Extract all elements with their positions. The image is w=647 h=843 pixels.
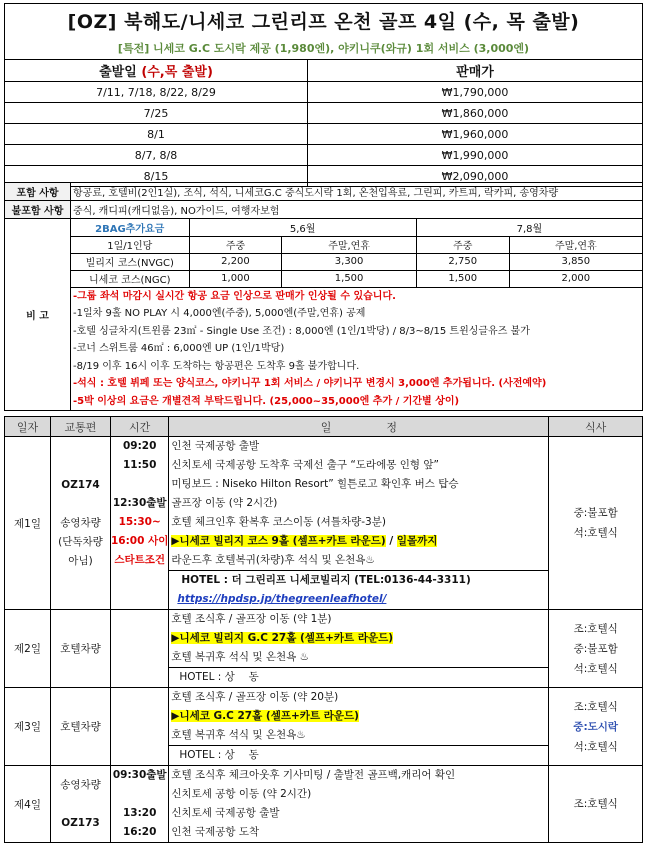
day-label: 제4일 — [5, 766, 51, 843]
fee-value: 1,500 — [282, 270, 416, 287]
transfer-vehicle: 송영차량 — [60, 778, 101, 791]
meal-breakfast: 조:호텔식 — [573, 622, 618, 635]
time: 09:20 — [122, 440, 157, 452]
until-sunset-highlight: 일몰까지 — [396, 535, 438, 547]
schedule-row-day2 — [5, 610, 643, 688]
remark-note: -호텔 싱글차지(트윈룸 23㎡ - Single Use 조건) : 8,000엔 (1인/1박당) / 8/3~8/15 트윈싱글유즈 불가 — [73, 325, 530, 337]
price-row — [5, 124, 643, 145]
remark-note: -1일차 9홀 NO PLAY 시 4,000엔(주중), 5,000엔(주말,연휴) 공제 — [73, 308, 366, 319]
included-label: 포함 사항 — [5, 183, 71, 201]
meal-header: 식사 — [549, 417, 643, 437]
hotel-info — [169, 667, 548, 687]
departure-date: 8/15 — [5, 166, 308, 187]
price: ₩1,960,000 — [308, 124, 643, 145]
meal-lunch: 중:도시락 — [573, 720, 619, 733]
remark-note: -석식 : 호텔 뷔페 또는 양식코스, 야키니꾸 1회 서비스 / 야키니꾸 변경시 3,000엔 추가됩니다. (사전예약) — [73, 378, 547, 389]
schedule-row-day3 — [5, 688, 643, 766]
price-header: 판매가 — [308, 60, 643, 82]
bag-fee-row — [71, 253, 642, 270]
remarks-content — [71, 219, 643, 411]
meal-lunch: 중:불포함 — [573, 642, 618, 655]
meal-breakfast: 조:호텔식 — [573, 798, 618, 810]
day-label: 제1일 — [5, 437, 51, 610]
departure-date: 8/7, 8/8 — [5, 145, 308, 166]
remark-notes — [71, 288, 642, 411]
day-label: 제3일 — [5, 688, 51, 766]
itinerary — [169, 688, 549, 766]
itinerary-line-golf — [169, 707, 548, 726]
itinerary-line-golf: ▶니세코 빌리지 코스 9홀 (셀프+카트 라운드) / 일몰까지 — [171, 535, 438, 547]
price-row — [5, 145, 643, 166]
transport: 호텔차량 — [51, 688, 111, 766]
golf-round-highlight: ▶니세코 빌리지 G.C 27홀 (셀프+카트 라운드) — [171, 632, 394, 644]
subcol-weekday: 주중 — [416, 236, 509, 253]
fee-value: 3,850 — [509, 253, 642, 270]
itinerary-line: 호텔 조식후 / 골프장 이동 (약 1분) — [171, 613, 332, 625]
time: 스타트조건 — [114, 554, 166, 566]
time: 16:20 — [122, 826, 157, 838]
remark-note: -코너 스위트룸 46㎡ : 6,000엔 UP (1인/1박당) — [73, 343, 285, 354]
hotel-info — [169, 570, 548, 609]
itinerary — [169, 610, 549, 688]
itinerary-line: 호텔 조식후 체크아웃후 기사미팅 / 출발전 골프백,캐리어 확인 — [171, 769, 456, 781]
itinerary-line-golf — [169, 629, 548, 648]
meals — [549, 437, 643, 610]
fee-value: 2,200 — [189, 253, 282, 270]
flight-number: OZ174 — [61, 478, 100, 491]
included-text: 항공료, 호텔비(2인1실), 조식, 석식, 니세코G.C 중식도시락 1회, 온천입욕료, 그린피, 카트피, 락카피, 송영차량 — [71, 183, 643, 201]
hotel-link[interactable]: https://hpdsp.jp/thegreenleafhotel/ — [177, 593, 387, 605]
flight-number: OZ173 — [61, 816, 100, 829]
schedule-table — [4, 416, 643, 843]
departure-date: 8/1 — [5, 124, 308, 145]
meals — [549, 610, 643, 688]
bag-fee-row — [71, 270, 642, 287]
itinerary-header: 일 정 — [169, 417, 549, 437]
period-5-6: 5,6월 — [189, 219, 416, 236]
times — [111, 766, 169, 843]
itinerary-line: 호텔 복귀후 석식 및 온천욕 ♨ — [171, 651, 310, 663]
price: ₩1,860,000 — [308, 103, 643, 124]
time — [111, 785, 168, 804]
time: 16:00 사이 — [111, 535, 169, 547]
price: ₩2,090,000 — [308, 166, 643, 187]
remark-note: -그룹 좌석 마감시 실시간 항공 요금 인상으로 판매가 인상될 수 있습니다. — [73, 290, 396, 302]
meal-dinner: 석:호텔식 — [573, 527, 618, 539]
schedule-row-day1 — [5, 437, 643, 610]
itinerary-line: 신치토세 국제공항 출발 — [171, 807, 280, 819]
time: 09:30출발 — [112, 769, 167, 781]
fee-value: 1,000 — [189, 270, 282, 287]
departure-date-header: 출발일 (수,목 출발) — [5, 60, 308, 82]
price-table — [4, 3, 643, 187]
schedule-row-day4 — [5, 766, 643, 843]
excluded-label: 불포함 사항 — [5, 201, 71, 219]
times — [111, 688, 169, 766]
course-name: 빌리지 코스(NVGC) — [71, 253, 189, 270]
transfer-vehicle: 송영차량 — [60, 516, 101, 529]
itinerary-line: 호텔 복귀후 석식 및 온천욕♨ — [171, 729, 306, 741]
fee-value: 2,750 — [416, 253, 509, 270]
meal-lunch: 중:불포함 — [573, 507, 618, 519]
departure-days-note: (수,목 출발) — [141, 65, 213, 80]
meal-dinner: 석:호텔식 — [573, 740, 618, 753]
golf-round-highlight: ▶니세코 빌리지 코스 9홀 (셀프+카트 라운드) — [171, 535, 386, 547]
itinerary-line: 호텔 체크인후 환복후 코스이동 (셔틀차량-3분) — [171, 516, 386, 528]
subcol-weekend: 주말,연휴 — [282, 236, 416, 253]
special-benefit: [특전] 니세코 G.C 도시락 제공 (1,980엔), 야키니쿠(와규) 1회 서비스 (3,000엔) — [5, 38, 643, 60]
departure-date: 7/11, 7/18, 8/22, 8/29 — [5, 82, 308, 103]
meal-dinner: 석:호텔식 — [573, 662, 618, 675]
fee-value: 2,000 — [509, 270, 642, 287]
day-header: 일자 — [5, 417, 51, 437]
itinerary-line: 골프장 이동 (약 2시간) — [171, 497, 278, 509]
hotel-name: HOTEL : 상 동 — [179, 671, 259, 683]
price-row — [5, 103, 643, 124]
remark-note: -5박 이상의 요금은 개별견적 부탁드립니다. (25,000~35,000엔 추가 / 기간별 상이) — [73, 395, 460, 407]
transport: OZ174 송영차량 (단독차량 아님) — [51, 437, 111, 610]
subcol-weekend: 주말,연휴 — [509, 236, 642, 253]
itinerary — [169, 437, 549, 610]
period-7-8: 7,8월 — [416, 219, 642, 236]
hotel-name: HOTEL : 상 동 — [179, 749, 259, 761]
page-title: [OZ] 북해도/니세코 그린리프 온천 골프 4일 (수, 목 출발) — [5, 4, 643, 38]
remarks-label: 비 고 — [5, 219, 71, 411]
itinerary-line: 신치토세 국제공항 도착후 국제선 출구 “도라에몽 인형 앞” — [171, 459, 439, 471]
meal-breakfast: 조:호텔식 — [573, 700, 618, 713]
itinerary-line: 호텔 조식후 / 골프장 이동 (약 20분) — [171, 691, 339, 703]
time: 12:30출발 — [112, 497, 167, 509]
transport — [51, 766, 111, 843]
itinerary-line: 인천 국제공항 도착 — [171, 826, 260, 838]
transport-header: 교통편 — [51, 417, 111, 437]
meals — [549, 766, 643, 843]
departure-date: 7/25 — [5, 103, 308, 124]
hotel-name: HOTEL : 더 그린리프 니세코빌리지 (TEL:0136-44-3311) — [181, 574, 471, 586]
fee-value: 1,500 — [416, 270, 509, 287]
bag-fee-table — [71, 219, 642, 288]
remark-note: -8/19 이후 16시 이후 도착하는 항공편은 도착후 9홀 불가합니다. — [73, 360, 360, 372]
times — [111, 610, 169, 688]
time: 11:50 — [122, 459, 157, 471]
time-header: 시간 — [111, 417, 169, 437]
times — [111, 437, 169, 610]
excluded-text: 중식, 캐디피(캐디없음), NO가이드, 여행자보험 — [71, 201, 643, 219]
price: ₩1,990,000 — [308, 145, 643, 166]
fee-value: 3,300 — [282, 253, 416, 270]
golf-round-highlight: ▶니세코 G.C 27홀 (셀프+카트 라운드) — [171, 710, 359, 722]
time — [111, 475, 168, 494]
time: 13:20 — [122, 807, 157, 819]
itinerary-line: 라운드후 호텔복귀(차량)후 석식 및 온천욕♨ — [171, 554, 375, 566]
subcol-weekday: 주중 — [189, 236, 282, 253]
itinerary-line: 미팅보드 : Niseko Hilton Resort” 힐튼로고 확인후 버스 탑승 — [171, 478, 459, 490]
bag-fee-title: 2BAG추가요금 — [71, 219, 189, 236]
day-label: 제2일 — [5, 610, 51, 688]
info-table — [4, 182, 643, 411]
bag-fee-unit: 1일/1인당 — [71, 236, 189, 253]
hotel-info — [169, 745, 548, 765]
price: ₩1,790,000 — [308, 82, 643, 103]
itinerary-line: 신치토세 공항 이동 (약 2시간) — [171, 788, 312, 800]
transport: 호텔차량 — [51, 610, 111, 688]
time: 15:30~ — [118, 516, 161, 528]
itinerary-line: 인천 국제공항 출발 — [171, 440, 260, 452]
price-row — [5, 82, 643, 103]
course-name: 니세코 코스(NGC) — [71, 270, 189, 287]
itinerary — [169, 766, 549, 843]
meals — [549, 688, 643, 766]
